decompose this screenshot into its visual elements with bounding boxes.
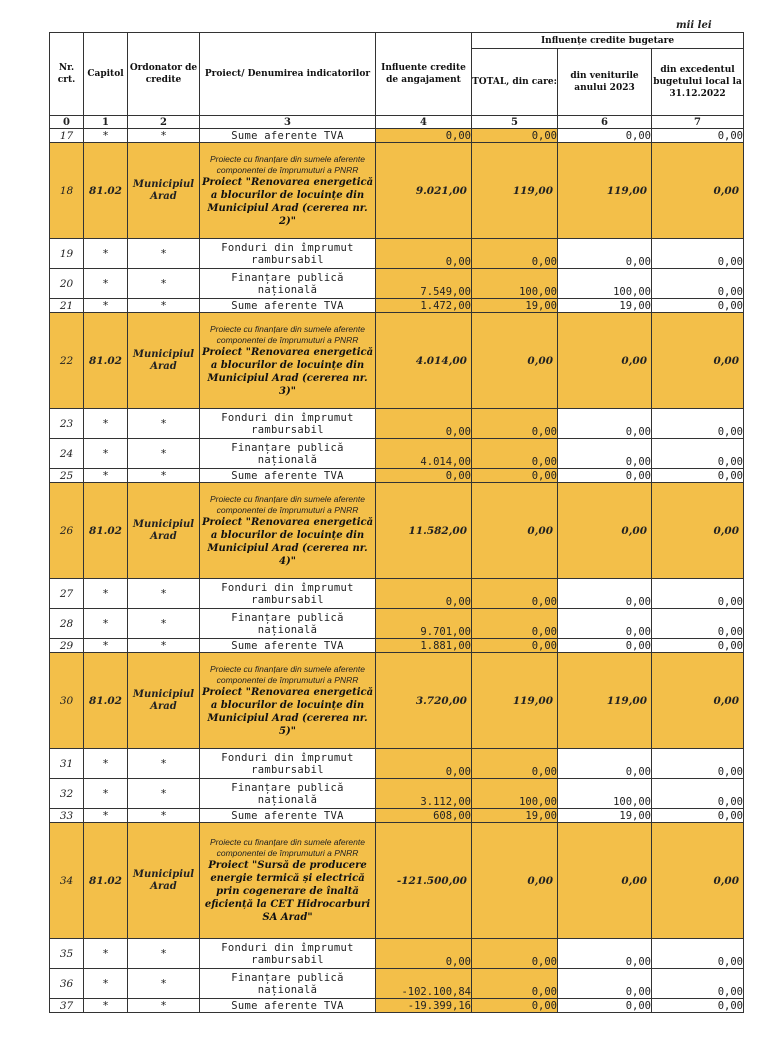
angajament-value: 0,00 (376, 469, 472, 483)
excedent-value: 0,00 (652, 579, 744, 609)
indicator-name: Fonduri din împrumut rambursabil (200, 939, 376, 969)
project-description (200, 653, 376, 749)
row-number: 33 (50, 809, 84, 823)
indicator-name: Finanțare publică națională (200, 439, 376, 469)
row-number: 21 (50, 299, 84, 313)
indicator-row (50, 809, 744, 823)
row-number: 29 (50, 639, 84, 653)
angajament-value: 0,00 (376, 129, 472, 143)
angajament-value: 4.014,00 (376, 439, 472, 469)
capitol-cell: 81.02 (84, 313, 128, 409)
venituri-value: 19,00 (558, 299, 652, 313)
capitol-cell: * (84, 269, 128, 299)
excedent-value: 0,00 (652, 653, 744, 749)
total-value: 119,00 (472, 143, 558, 239)
project-description (200, 483, 376, 579)
excedent-value: 0,00 (652, 779, 744, 809)
capitol-cell: 81.02 (84, 483, 128, 579)
indicator-row (50, 749, 744, 779)
angajament-value: 0,00 (376, 749, 472, 779)
angajament-value: 7.549,00 (376, 269, 472, 299)
indicator-name: Finanțare publică națională (200, 779, 376, 809)
row-number: 20 (50, 269, 84, 299)
header-excedent: din excedentul bugetului local la 31.12.2022 (652, 49, 744, 116)
venituri-value: 0,00 (558, 999, 652, 1013)
venituri-value: 0,00 (558, 969, 652, 999)
excedent-value: 0,00 (652, 939, 744, 969)
venituri-value: 19,00 (558, 809, 652, 823)
excedent-value: 0,00 (652, 409, 744, 439)
indicator-name: Fonduri din împrumut rambursabil (200, 749, 376, 779)
capitol-cell: * (84, 969, 128, 999)
header-total: TOTAL, din care: (472, 49, 558, 116)
ordonator-cell: Municipiul Arad (128, 143, 200, 239)
project-row (50, 313, 744, 409)
ordonator-cell: Municipiul Arad (128, 653, 200, 749)
total-value: 0,00 (472, 999, 558, 1013)
capitol-cell: * (84, 779, 128, 809)
indicator-name: Finanțare publică națională (200, 609, 376, 639)
capitol-cell: * (84, 639, 128, 653)
indicator-name: Sume aferente TVA (200, 129, 376, 143)
capitol-cell: * (84, 409, 128, 439)
header-nr: Nr. crt. (50, 33, 84, 116)
angajament-value: 0,00 (376, 409, 472, 439)
capitol-cell: * (84, 999, 128, 1013)
excedent-value: 0,00 (652, 823, 744, 939)
indicator-name: Sume aferente TVA (200, 809, 376, 823)
ordonator-cell: * (128, 609, 200, 639)
header-venituri: din veniturile anului 2023 (558, 49, 652, 116)
venituri-value: 0,00 (558, 749, 652, 779)
indicator-name: Finanțare publică națională (200, 269, 376, 299)
indicator-row (50, 999, 744, 1013)
total-value: 0,00 (472, 609, 558, 639)
budget-table (49, 32, 744, 1013)
venituri-value: 100,00 (558, 269, 652, 299)
indicator-row (50, 939, 744, 969)
header-capitol: Capitol (84, 33, 128, 116)
ordonator-cell: * (128, 999, 200, 1013)
header-bugetare: Influențe credite bugetare (472, 33, 744, 49)
indicator-name: Sume aferente TVA (200, 999, 376, 1013)
indicator-name: Sume aferente TVA (200, 299, 376, 313)
total-value: 0,00 (472, 239, 558, 269)
row-number: 26 (50, 483, 84, 579)
indicator-row (50, 239, 744, 269)
header-proiect: Proiect/ Denumirea indicatorilor (200, 33, 376, 116)
project-row (50, 823, 744, 939)
row-number: 19 (50, 239, 84, 269)
venituri-value: 0,00 (558, 823, 652, 939)
project-title: Proiect "Renovarea energetică a blocurilor de locuințe din Municipiul Arad (cererea nr. 5)" (201, 686, 374, 737)
indicator-name: Sume aferente TVA (200, 469, 376, 483)
indicator-name: Fonduri din împrumut rambursabil (200, 409, 376, 439)
row-number: 24 (50, 439, 84, 469)
venituri-value: 0,00 (558, 129, 652, 143)
index-cell: 6 (558, 116, 652, 129)
venituri-value: 119,00 (558, 143, 652, 239)
capitol-cell: * (84, 439, 128, 469)
excedent-value: 0,00 (652, 809, 744, 823)
capitol-cell: * (84, 609, 128, 639)
indicator-row (50, 439, 744, 469)
indicator-name: Fonduri din împrumut rambursabil (200, 579, 376, 609)
excedent-value: 0,00 (652, 469, 744, 483)
ordonator-cell: * (128, 969, 200, 999)
angajament-value: -102.100,84 (376, 969, 472, 999)
index-cell: 2 (128, 116, 200, 129)
ordonator-cell: * (128, 469, 200, 483)
table-header (50, 33, 744, 129)
row-number: 36 (50, 969, 84, 999)
indicator-row (50, 299, 744, 313)
angajament-value: 3.720,00 (376, 653, 472, 749)
indicator-row (50, 969, 744, 999)
capitol-cell: * (84, 939, 128, 969)
excedent-value: 0,00 (652, 483, 744, 579)
index-row (50, 116, 744, 129)
angajament-value: 0,00 (376, 939, 472, 969)
excedent-value: 0,00 (652, 439, 744, 469)
venituri-value: 0,00 (558, 439, 652, 469)
indicator-row (50, 469, 744, 483)
excedent-value: 0,00 (652, 969, 744, 999)
capitol-cell: * (84, 749, 128, 779)
project-intro: Proiecte cu finanțare din sumele aferente componentei de împrumuturi a PNRR (210, 153, 365, 175)
capitol-cell: * (84, 129, 128, 143)
total-value: 0,00 (472, 579, 558, 609)
indicator-row (50, 129, 744, 143)
total-value: 19,00 (472, 299, 558, 313)
row-number: 35 (50, 939, 84, 969)
total-value: 0,00 (472, 483, 558, 579)
ordonator-cell: * (128, 579, 200, 609)
venituri-value: 0,00 (558, 469, 652, 483)
capitol-cell: * (84, 239, 128, 269)
indicator-row (50, 639, 744, 653)
ordonator-cell: * (128, 939, 200, 969)
angajament-value: -121.500,00 (376, 823, 472, 939)
excedent-value: 0,00 (652, 313, 744, 409)
capitol-cell: 81.02 (84, 653, 128, 749)
project-row (50, 483, 744, 579)
indicator-name: Sume aferente TVA (200, 639, 376, 653)
angajament-value: 11.582,00 (376, 483, 472, 579)
excedent-value: 0,00 (652, 299, 744, 313)
row-number: 31 (50, 749, 84, 779)
ordonator-cell: * (128, 239, 200, 269)
header-angajament: Influente credite de angajament (376, 33, 472, 116)
angajament-value: 0,00 (376, 579, 472, 609)
total-value: 100,00 (472, 779, 558, 809)
project-intro: Proiecte cu finanțare din sumele aferente componentei de împrumuturi a PNRR (210, 837, 365, 858)
project-description (200, 143, 376, 239)
row-number: 34 (50, 823, 84, 939)
capitol-cell: * (84, 299, 128, 313)
table-body (50, 129, 744, 1013)
capitol-cell: 81.02 (84, 143, 128, 239)
total-value: 0,00 (472, 469, 558, 483)
project-intro: Proiecte cu finanțare din sumele aferente componentei de împrumuturi a PNRR (210, 323, 365, 345)
excedent-value: 0,00 (652, 129, 744, 143)
indicator-row (50, 409, 744, 439)
venituri-value: 0,00 (558, 239, 652, 269)
venituri-value: 100,00 (558, 779, 652, 809)
indicator-row (50, 779, 744, 809)
venituri-value: 0,00 (558, 409, 652, 439)
project-title: Proiect "Renovarea energetică a blocurilor de locuințe din Municipiul Arad (cererea nr. 2)" (201, 176, 374, 227)
angajament-value: 1.881,00 (376, 639, 472, 653)
venituri-value: 0,00 (558, 939, 652, 969)
indicator-row (50, 269, 744, 299)
ordonator-cell: * (128, 639, 200, 653)
total-value: 0,00 (472, 313, 558, 409)
excedent-value: 0,00 (652, 239, 744, 269)
total-value: 0,00 (472, 969, 558, 999)
project-title: Proiect "Sursă de producere energie termică și electrică prin cogenerare de înaltă eficiență la CET Hidrocarburi SA Arad" (204, 860, 371, 923)
project-intro: Proiecte cu finanțare din sumele aferente componentei de împrumuturi a PNRR (210, 493, 365, 515)
index-cell: 0 (50, 116, 84, 129)
row-number: 27 (50, 579, 84, 609)
venituri-value: 119,00 (558, 653, 652, 749)
angajament-value: -19.399,16 (376, 999, 472, 1013)
header-ordonator: Ordonator de credite (128, 33, 200, 116)
ordonator-cell: * (128, 749, 200, 779)
row-number: 28 (50, 609, 84, 639)
total-value: 0,00 (472, 823, 558, 939)
ordonator-cell: * (128, 779, 200, 809)
capitol-cell: 81.02 (84, 823, 128, 939)
ordonator-cell: * (128, 409, 200, 439)
index-cell: 7 (652, 116, 744, 129)
excedent-value: 0,00 (652, 609, 744, 639)
ordonator-cell: Municipiul Arad (128, 313, 200, 409)
indicator-name: Finanțare publică națională (200, 969, 376, 999)
capitol-cell: * (84, 469, 128, 483)
venituri-value: 0,00 (558, 639, 652, 653)
total-value: 100,00 (472, 269, 558, 299)
angajament-value: 3.112,00 (376, 779, 472, 809)
ordonator-cell: Municipiul Arad (128, 823, 200, 939)
angajament-value: 9.021,00 (376, 143, 472, 239)
total-value: 19,00 (472, 809, 558, 823)
row-number: 37 (50, 999, 84, 1013)
indicator-name: Fonduri din împrumut rambursabil (200, 239, 376, 269)
excedent-value: 0,00 (652, 143, 744, 239)
total-value: 119,00 (472, 653, 558, 749)
total-value: 0,00 (472, 749, 558, 779)
project-row (50, 143, 744, 239)
angajament-value: 9.701,00 (376, 609, 472, 639)
venituri-value: 0,00 (558, 609, 652, 639)
row-number: 22 (50, 313, 84, 409)
row-number: 23 (50, 409, 84, 439)
capitol-cell: * (84, 579, 128, 609)
total-value: 0,00 (472, 639, 558, 653)
row-number: 25 (50, 469, 84, 483)
total-value: 0,00 (472, 129, 558, 143)
total-value: 0,00 (472, 939, 558, 969)
row-number: 30 (50, 653, 84, 749)
index-cell: 3 (200, 116, 376, 129)
excedent-value: 0,00 (652, 269, 744, 299)
ordonator-cell: * (128, 269, 200, 299)
excedent-value: 0,00 (652, 639, 744, 653)
index-cell: 1 (84, 116, 128, 129)
total-value: 0,00 (472, 409, 558, 439)
venituri-value: 0,00 (558, 483, 652, 579)
angajament-value: 1.472,00 (376, 299, 472, 313)
indicator-row (50, 579, 744, 609)
project-intro: Proiecte cu finanțare din sumele aferente componentei de împrumuturi a PNRR (210, 663, 365, 685)
row-number: 17 (50, 129, 84, 143)
project-description (200, 313, 376, 409)
capitol-cell: * (84, 809, 128, 823)
angajament-value: 0,00 (376, 239, 472, 269)
indicator-row (50, 609, 744, 639)
ordonator-cell: Municipiul Arad (128, 483, 200, 579)
index-cell: 5 (472, 116, 558, 129)
project-description (200, 823, 376, 939)
project-row (50, 653, 744, 749)
ordonator-cell: * (128, 129, 200, 143)
project-title: Proiect "Renovarea energetică a blocurilor de locuințe din Municipiul Arad (cererea nr. 3)" (201, 346, 374, 397)
excedent-value: 0,00 (652, 999, 744, 1013)
project-title: Proiect "Renovarea energetică a blocurilor de locuințe din Municipiul Arad (cererea nr. 4)" (201, 516, 374, 567)
ordonator-cell: * (128, 439, 200, 469)
venituri-value: 0,00 (558, 579, 652, 609)
total-value: 0,00 (472, 439, 558, 469)
ordonator-cell: * (128, 299, 200, 313)
unit-label: mii lei (676, 20, 712, 31)
angajament-value: 4.014,00 (376, 313, 472, 409)
row-number: 18 (50, 143, 84, 239)
angajament-value: 608,00 (376, 809, 472, 823)
index-cell: 4 (376, 116, 472, 129)
row-number: 32 (50, 779, 84, 809)
excedent-value: 0,00 (652, 749, 744, 779)
venituri-value: 0,00 (558, 313, 652, 409)
ordonator-cell: * (128, 809, 200, 823)
